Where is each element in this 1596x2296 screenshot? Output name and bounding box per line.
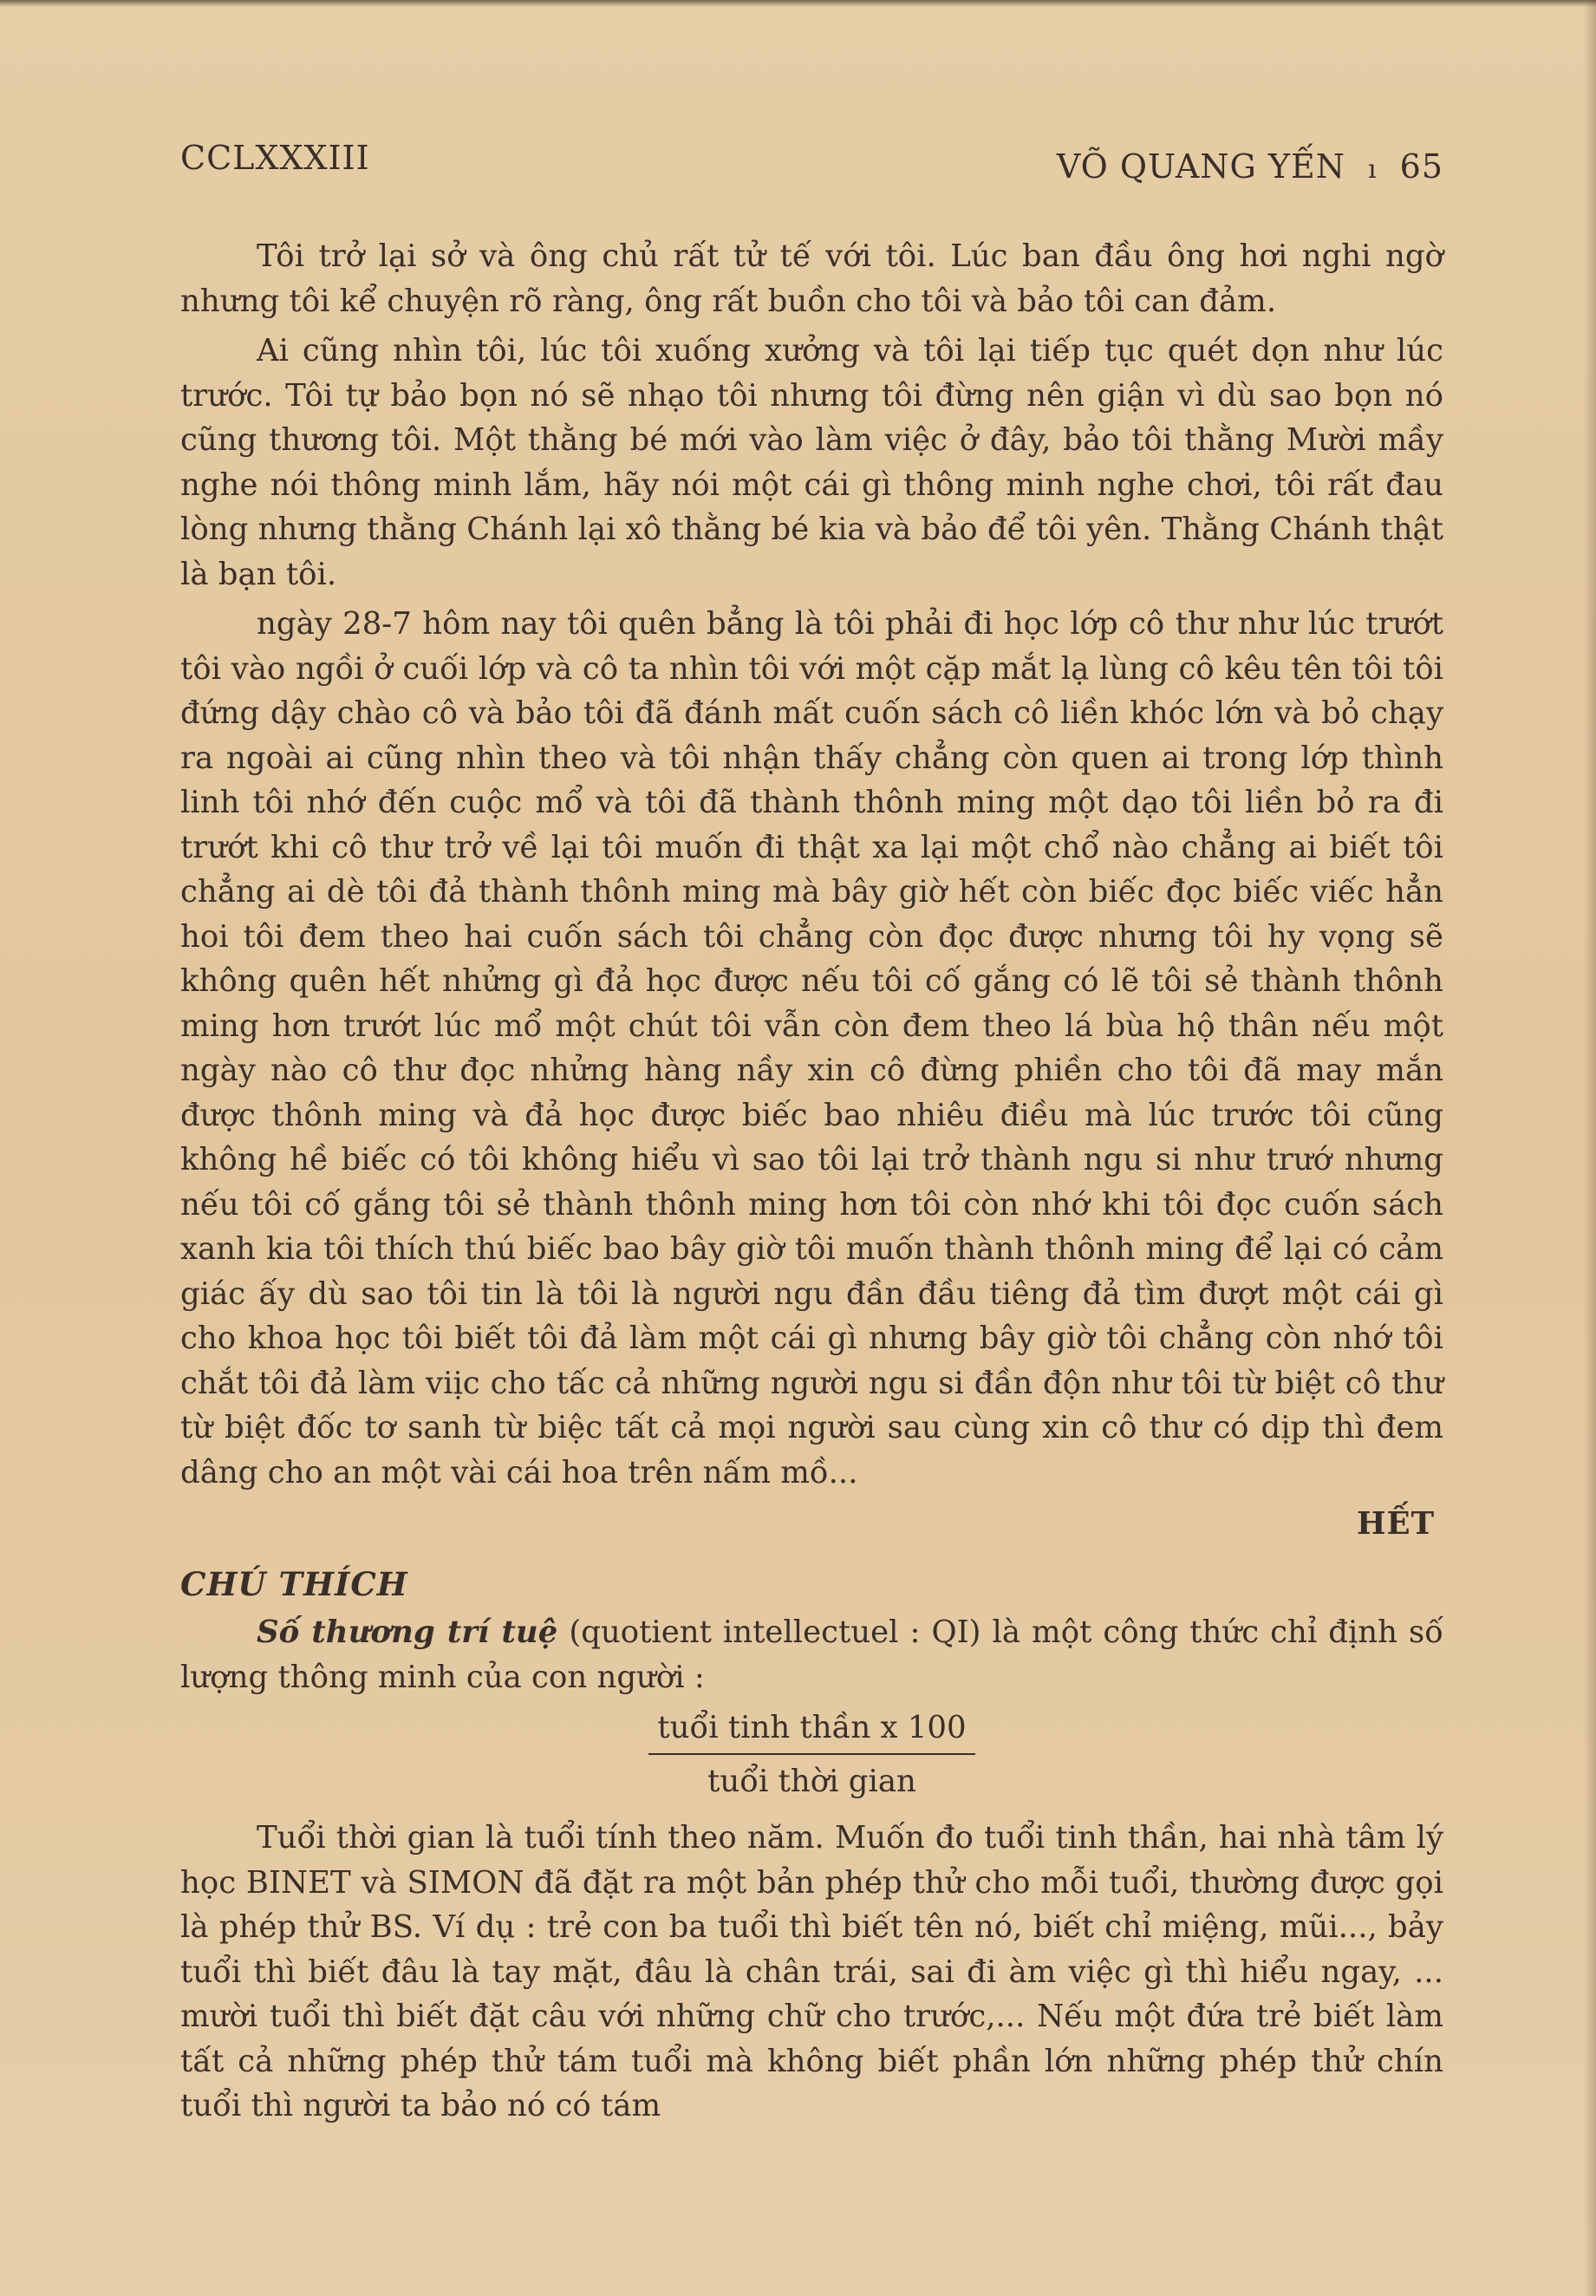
iq-formula [180,1706,1443,1804]
header-right [1057,147,1443,186]
end-mark: HẾT [1356,1506,1435,1542]
paragraph-workshop: Ai cũng nhìn tôi, lúc tôi xuống xưởng và tôi lại tiếp tục quét dọn như lúc trước. Tôi tự bảo bọn nó sẽ nhạo tôi nhưng tôi đừng nên giận vì dù sao bọn nó cũng thương tôi. Một thằng bé mới vào làm việc ở đây, bảo tôi thằng Mười mầy nghe nói thông minh lắm, hãy nói một cái gì thông minh nghe chơi, tôi rất đau lòng nhưng thằng Chánh lại xô thằng bé kia và bảo để tôi yên. Thằng Chánh thật là bạn tôi. [180,333,1443,592]
formula-denominator: tuổi thời gian [707,1764,916,1799]
note-term: Số thương trí tuệ [257,1614,558,1650]
chapter-number: CCLXXXIII [180,139,370,177]
author-name: VÕ QUANG YẾN [1056,147,1346,186]
paragraph-diary-entry: ngày 28-7 hôm nay tôi quên bẳng là tôi phải đi học lớp cô thư như lúc trướt tôi vào ngồi ở cuối lớp và cô ta nhìn tôi với một cặp mắt lạ lùng cô kêu tên tôi tôi đứng dậy chào cô và bảo tôi đã đánh mất cuốn sách cô liền khóc lớn và bỏ chạy ra ngoài ai cũng nhìn theo và tôi nhận thấy chẳng còn quen ai trong lớp thình linh tôi nhớ đến cuộc mổ và tôi đã thành thônh ming một dạo tôi liền bỏ ra đi trướt khi cô thư trở về lại tôi muốn đi thật xa lại một chổ nào chẳng ai biết tôi chẳng ai dè tôi đả thành thônh ming mà bây giờ hết còn biếc đọc biếc viếc hẳn hoi tôi đem theo hai cuốn sách tôi chẳng còn đọc được nhưng tôi hy vọng sẽ không quên hết nhửng gì đả học được nếu tôi cố gắng có lẽ tôi sẻ thành thônh ming hơn trướt lúc mổ một chút tôi vẫn còn đem theo lá bùa hộ thân nếu một ngày nào cô thư đọc nhửng hàng nầy xin cô đừng phiền cho tôi đã may mắn được thônh ming và đả học được biếc bao nhiêu điều mà lúc trước tôi cũng không hề biếc có tôi không hiểu vì sao tôi lại trở thành ngu si như trướ nhưng nếu tôi cố gắng tôi sẻ thành thônh ming hơn tôi còn nhớ khi tôi đọc cuốn sách xanh kia tôi thích thú biếc bao bây giờ tôi muốn thành thônh ming để lại có cảm giác ấy dù sao tôi tin là tôi là người ngu đần đầu tiêng đả tìm đượt một cái gì cho khoa học tôi biết tôi đả làm một cái gì nhưng bây giờ tôi chẳng còn nhớ tôi chắt tôi đả làm viịc cho tấc cả những người ngu si đần độn như tôi từ biệt cô thư từ biệt đốc tơ sanh từ biệc tất cả mọi người sau cùng xin cô thư có dịp thì đem dâng cho an một vài cái hoa trên nấm mồ... [180,606,1443,1490]
note-explanation: Tuổi thời gian là tuổi tính theo năm. Muốn đo tuổi tinh thần, hai nhà tâm lý học BINET và SIMON đã đặt ra một bản phép thử cho mỗi tuổi, thường được gọi là phép thử BS. Ví dụ : trẻ con ba tuổi thì biết tên nó, biết chỉ miệng, mũi..., bảy tuổi thì biết đâu là tay mặt, đâu là chân trái, sai đi àm việc gì thì hiểu ngay, ... mười tuổi thì biết đặt câu với những chữ cho trước,... Nếu một đứa trẻ biết làm tất cả những phép thử tám tuổi mà không biết phần lớn những phép thử chín tuổi thì người ta bảo nó có tám [180,1820,1443,2123]
formula-numerator: tuổi tinh thần x 100 [648,1706,974,1755]
page-number: 65 [1399,147,1443,186]
page-content [180,234,1443,2129]
running-header [180,139,1443,191]
header-separator: ı [1368,154,1378,185]
paragraph-return-to-work: Tôi trở lại sở và ông chủ rất tử tế với tôi. Lúc ban đầu ông hơi nghi ngờ nhưng tôi kể chuyện rõ ràng, ông rất buồn cho tôi và bảo tôi can đảm. [180,238,1443,319]
formula-fraction [648,1706,974,1804]
note-definition [180,1610,1443,1699]
notes-title: CHÚ THÍCH [180,1564,408,1603]
note-definition-text: (quotient intellectuel : QI) là một công thức chỉ định số lượng thông minh của con người : [180,1614,1443,1695]
